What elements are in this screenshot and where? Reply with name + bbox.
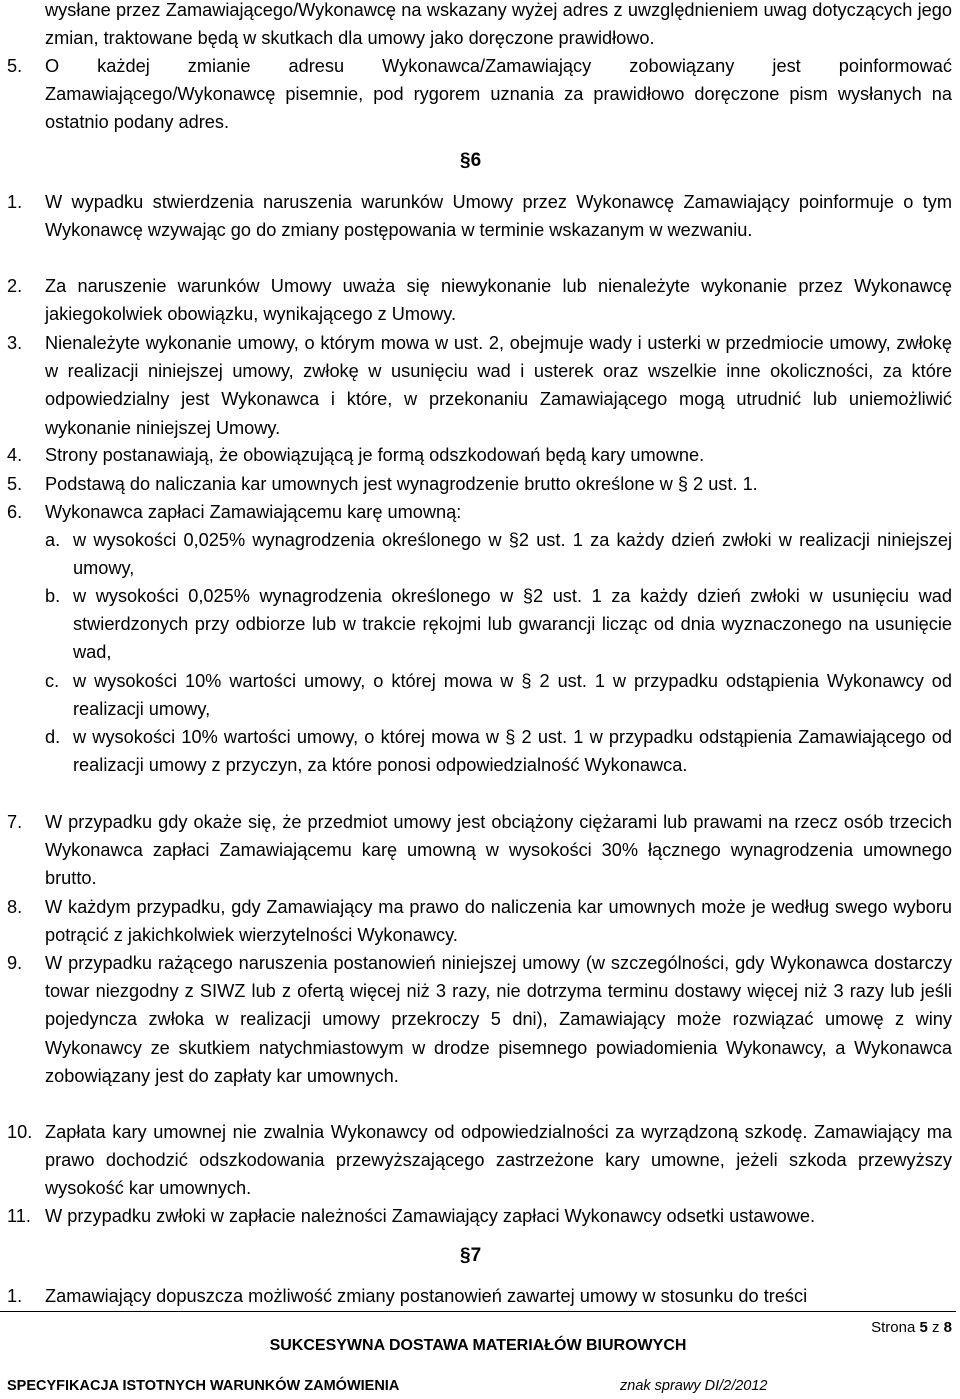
intro-item-number: 5.: [7, 56, 23, 76]
s6-item-text: W przypadku gdy okaże się, że przedmiot umowy jest obciążony ciężarami lub prawami na rzecz osób trzecich Wykonawca zapłaci Zamawiającemu karę umowną w wysokości 30% łącznego wynagrodzenia umownego brutto.: [45, 812, 952, 889]
s6-item-text: W wypadku stwierdzenia naruszenia warunków Umowy przez Wykonawcę Zamawiający poinformuje o tym Wykonawcę wzywając go do zmiany postępowania w terminie wskazanym w wezwaniu.: [45, 192, 952, 241]
s6-item-number: 5.: [7, 474, 23, 494]
s7-item-text: Zamawiający dopuszcza możliwość zmiany postanowień zawartej umowy w stosunku do treści: [45, 1286, 808, 1306]
footer-divider: [0, 1311, 956, 1312]
s6-subitem-text: w wysokości 10% wartości umowy, o której mowa w § 2 ust. 1 w przypadku odstąpienia Zamawiającego od realizacji umowy z przyczyn, za które ponosi odpowiedzialność Wykonawca.: [73, 727, 952, 776]
intro-item-text: O każdej zmianie adresu Wykonawca/Zamawiający zobowiązany jest poinformować Zamawiającego/Wykonawcę pisemnie, pod rygorem uznania za prawidłowo doręczone pism wysłanych na ostatnio podany adres.: [45, 56, 952, 133]
s6-item-text: Za naruszenie warunków Umowy uważa się niewykonanie lub nienależyte wykonanie przez Wykonawcę jakiegokolwiek obowiązku, wynikającego z Umowy.: [45, 276, 952, 325]
s6-item-number: 9.: [7, 953, 23, 973]
s6-item-text: Zapłata kary umownej nie zwalnia Wykonawcy od odpowiedzialności za wyrządzoną szkodę. Zamawiający ma prawo dochodzić odszkodowania przewyższającego zastrzeżone kary umowne, jeżeli szkoda przewyższy wysokość kar umownych.: [45, 1122, 952, 1199]
s7-item-number: 1.: [7, 1286, 23, 1306]
s6-item-text: W przypadku zwłoki w zapłacie należności Zamawiający zapłaci Wykonawcy odsetki ustawowe.: [45, 1206, 816, 1226]
section-7-heading: §7: [460, 1245, 482, 1266]
s6-subitem-text: w wysokości 10% wartości umowy, o której mowa w § 2 ust. 1 w przypadku odstąpienia Wykonawcy od realizacji umowy,: [73, 671, 952, 720]
s6-item-text: Nienależyte wykonanie umowy, o którym mowa w ust. 2, obejmuje wady i usterki w przedmiocie umowy, zwłokę w realizacji niniejszej umowy, zwłokę w usunięciu wad i usterek oraz wszelkie inne okoliczności, za które odpowiedzialny jest Wykonawca i które, w przekonaniu Zamawiającego mogą utrudnić lub uniemożliwić wykonanie niniejszej Umowy.: [45, 333, 952, 438]
s6-subitem-letter: b.: [45, 586, 61, 606]
section-6-heading: §6: [460, 150, 482, 171]
s6-item-number: 1.: [7, 192, 23, 212]
s6-item-text: W przypadku rażącego naruszenia postanowień niniejszej umowy (w szczególności, gdy Wykonawca dostarczy towar niezgodny z SIWZ lub z ofertą więcej niż 3 razy, nie dotrzyma terminu dostawy więcej niż 3 razy lub jeśli pojedyncza zwłoka w realizacji umowy przekroczy 5 dni), Zamawiający może rozwiązać umowę z winy Wykonawcy ze skutkiem natychmiastowym w drodze pisemnego powiadomienia Wykonawcy, a Wykonawca zobowiązany jest do zapłaty kar umownych.: [45, 953, 952, 1086]
s6-item-text: Podstawą do naliczania kar umownych jest wynagrodzenie brutto określone w § 2 ust. 1.: [45, 474, 758, 494]
footer-specification: SPECYFIKACJA ISTOTNYCH WARUNKÓW ZAMÓWIENIA: [7, 1378, 400, 1394]
s6-subitem-letter: d.: [45, 727, 61, 747]
s6-subitem-text: w wysokości 0,025% wynagrodzenia określonego w §2 ust. 1 za każdy dzień zwłoki w realizacji niniejszej umowy,: [73, 530, 952, 579]
s6-item-number: 10.: [7, 1122, 33, 1142]
s6-item-number: 7.: [7, 812, 23, 832]
s6-item-number: 8.: [7, 897, 23, 917]
paragraph-sign-icon: §: [460, 1245, 471, 1266]
s6-item-number: 6.: [7, 502, 23, 522]
s6-item-number: 2.: [7, 276, 23, 296]
s6-subitem-text: w wysokości 0,025% wynagrodzenia określonego w §2 ust. 1 za każdy dzień zwłoki w usunięciu wad stwierdzonych przy odbiorze lub w trakcie rękojmi lub gwarancji licząc od dnia wyznaczonego na usunięcie wad,: [73, 586, 952, 663]
footer-case-number: znak sprawy DI/2/2012: [620, 1378, 768, 1394]
footer-title: SUKCESYWNA DOSTAWA MATERIAŁÓW BIUROWYCH: [269, 1337, 687, 1354]
s6-item-number: 3.: [7, 333, 23, 353]
page-number: Strona 5 z 8: [871, 1319, 952, 1336]
s6-item-text: Strony postanawiają, że obowiązującą je formą odszkodowań będą kary umowne.: [45, 445, 705, 465]
s6-item-text: Wykonawca zapłaci Zamawiającemu karę umowną:: [45, 502, 462, 522]
s6-item-text: W każdym przypadku, gdy Zamawiający ma prawo do naliczenia kar umownych może je według swego wyboru potrącić z jakichkolwiek wierzytelności Wykonawcy.: [45, 897, 952, 946]
intro-continuation: wysłane przez Zamawiającego/Wykonawcę na wskazany wyżej adres z uwzględnieniem uwag dotyczących jego zmian, traktowane będą w skutkach dla umowy jako doręczone prawidłowo.: [45, 0, 952, 49]
s6-item-number: 11.: [7, 1206, 31, 1226]
s6-subitem-letter: c.: [45, 671, 60, 691]
s6-item-number: 4.: [7, 445, 23, 465]
s6-subitem-letter: a.: [45, 530, 61, 550]
paragraph-sign-icon: §: [460, 150, 471, 171]
